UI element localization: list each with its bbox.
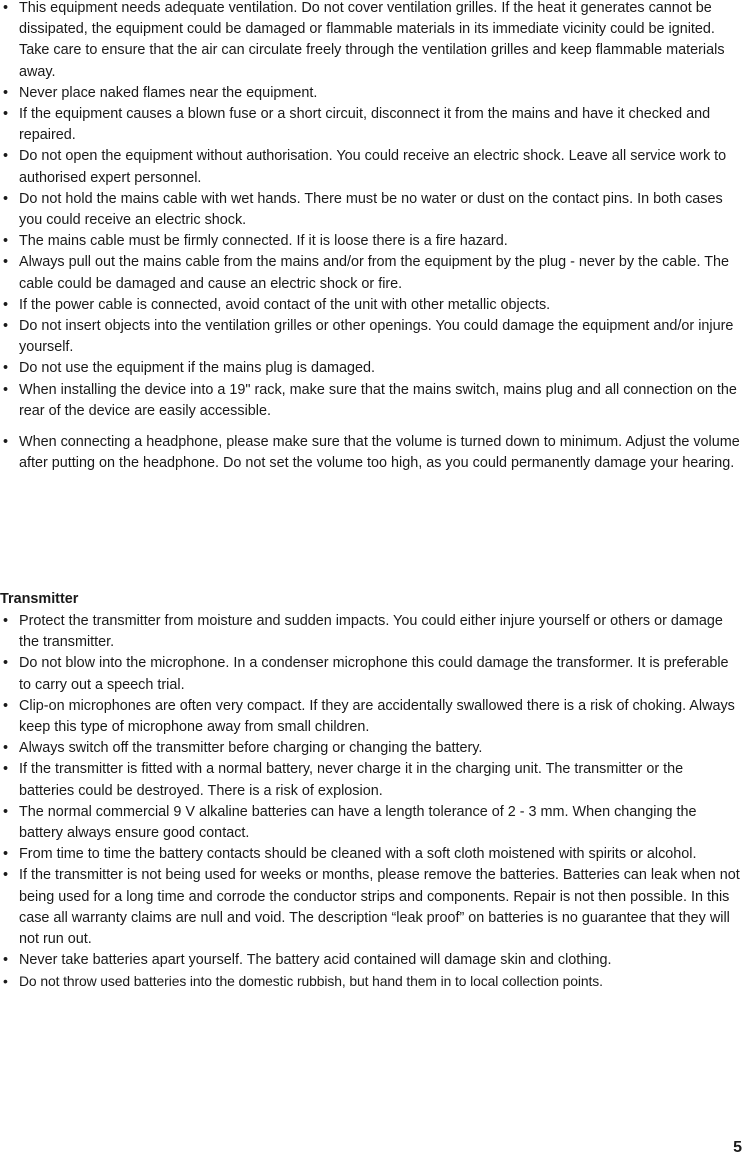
list-item: • Always switch off the transmitter before charging or changing the battery. — [2, 738, 740, 759]
list-item: • The mains cable must be firmly connected. If it is loose there is a fire hazard. — [2, 231, 740, 252]
list-item: • The normal commercial 9 V alkaline batteries can have a length tolerance of 2 - 3 mm. When changing the battery always ensure good contact. — [2, 802, 740, 844]
list-item: • Do not open the equipment without authorisation. You could receive an electric shock. Leave all service work to authorised expert personnel. — [2, 146, 740, 188]
list-item: • Always pull out the mains cable from the mains and/or from the equipment by the plug - never by the cable. The cable could be damaged and cause an electric shock or fire. — [2, 252, 740, 294]
list-item: • Never take batteries apart yourself. The battery acid contained will damage skin and clothing. — [2, 950, 740, 971]
list-item: • Do not insert objects into the ventilation grilles or other openings. You could damage the equipment and/or injure yourself. — [2, 316, 740, 358]
list-item: • If the transmitter is fitted with a normal battery, never charge it in the charging unit. The transmitter or the batteries could be destroyed. There is a risk of explosion. — [2, 759, 740, 801]
list-item: • Never place naked flames near the equipment. — [2, 83, 740, 104]
page-number: 5 — [733, 1139, 742, 1156]
list-item: • If the equipment causes a blown fuse or a short circuit, disconnect it from the mains and have it checked and repaired. — [2, 104, 740, 146]
headphone-safety-list — [2, 432, 740, 474]
list-item: • Do not hold the mains cable with wet hands. There must be no water or dust on the contact pins. In both cases you could receive an electric shock. — [2, 189, 740, 231]
list-item: • Do not throw used batteries into the domestic rubbish, but hand them in to local collection points. — [2, 971, 740, 992]
list-item: • If the power cable is connected, avoid contact of the unit with other metallic objects. — [2, 295, 740, 316]
list-item: • Do not blow into the microphone. In a condenser microphone this could damage the transformer. It is preferable to carry out a speech trial. — [2, 653, 740, 695]
transmitter-safety-list — [2, 611, 740, 993]
general-safety-list — [2, 0, 740, 422]
list-item: • Clip-on microphones are often very compact. If they are accidentally swallowed there is a risk of choking. Always keep this type of microphone away from small children. — [2, 696, 740, 738]
section-title: Transmitter — [0, 591, 79, 607]
list-item: • From time to time the battery contacts should be cleaned with a soft cloth moistened with spirits or alcohol. — [2, 844, 740, 865]
list-item: • Protect the transmitter from moisture and sudden impacts. You could either injure yourself or others or damage the transmitter. — [2, 611, 740, 653]
list-item: • When installing the device into a 19" rack, make sure that the mains switch, mains plug and all connection on the rear of the device are easily accessible. — [2, 380, 740, 422]
list-item: • If the transmitter is not being used for weeks or months, please remove the batteries. Batteries can leak when not being used for a long time and corrode the conductor strips and components. Repair is not then possible. In this case all warranty claims are null and void. The description “leak proof” on batteries is no guarantee that they will not run out. — [2, 865, 740, 950]
list-item: • Do not use the equipment if the mains plug is damaged. — [2, 358, 740, 379]
list-item: • This equipment needs adequate ventilation. Do not cover ventilation grilles. If the heat it generates cannot be dissipated, the equipment could be damaged or flammable materials in its immediate vicinity could be ignited. Take care to ensure that the air can circulate freely through the ventilation grilles and keep flammable materials away. — [2, 0, 740, 83]
list-item: • When connecting a headphone, please make sure that the volume is turned down to minimum. Adjust the volume after putting on the headphone. Do not set the volume too high, as you could permanently damage your hearing. — [2, 432, 740, 474]
